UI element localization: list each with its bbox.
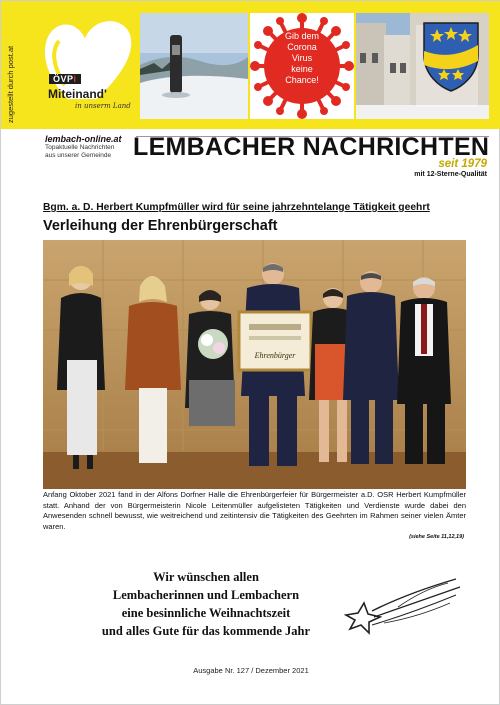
issue-number: Ausgabe Nr. 127 / Dezember 2021 (193, 666, 309, 675)
corona-graphic (250, 13, 354, 119)
certificate-text: Ehrenbürger (254, 351, 296, 360)
logo-slogan: Miteinand' (48, 87, 107, 101)
article-kicker: Bgm. a. D. Herbert Kumpfmüller wird für seine jahrzehntelange Tätigkeit geehrt (43, 202, 430, 213)
town-photo (356, 13, 489, 119)
logo-tagline: in unserm Land (75, 102, 131, 110)
page-reference: (siehe Seite 11,12,19) (409, 534, 464, 540)
header-band: zugestellt durch post.at ÖVPi Miteinand' in unserm Land Gib dem Corona Virus keine Chance! (1, 1, 500, 129)
winter-photo (140, 13, 248, 119)
since-label: seit 1979 (438, 158, 487, 170)
quality-label: mit 12-Sterne-Qualität (414, 171, 487, 178)
shooting-star-icon (338, 573, 464, 647)
municipal-crest-icon (422, 21, 480, 93)
newspaper-title: LEMBACHER NACHRICHTEN (133, 133, 490, 161)
website-url[interactable]: lembach-online.at (45, 134, 122, 144)
article-headline: Verleihung der Ehrenbürgerschaft (43, 218, 278, 234)
mail-note: zugestellt durch post.at (6, 45, 15, 123)
ceremony-photo (43, 240, 466, 489)
corona-slogan: Gib dem Corona Virus keine Chance! (284, 31, 319, 85)
photo-caption: Anfang Oktober 2021 fand in der Alfons Dorfner Halle die Ehrenbürgerfeier für Bürgermeister a.D. OSR Herbert Kumpfmüller statt. Anhand der von Bürgermeisterin Nicole Leitenmüller aufgelisteten Tätigkeiten und Verdienste wurde dabei den Anwesenden schnell bewusst, wie weitreichend und zeitintensiv die Tätigkeiten des Geehrten im Rahmen seiner vielen Ämter waren. (43, 490, 466, 531)
masthead-subline: Topaktuelle Nachrichten aus unserer Gemeinde (45, 144, 115, 159)
christmas-greeting: Wir wünschen allen Lembacherinnen und Lembachern eine besinnliche Weihnachtszeit und alles Gute für das kommende Jahr (101, 570, 311, 638)
